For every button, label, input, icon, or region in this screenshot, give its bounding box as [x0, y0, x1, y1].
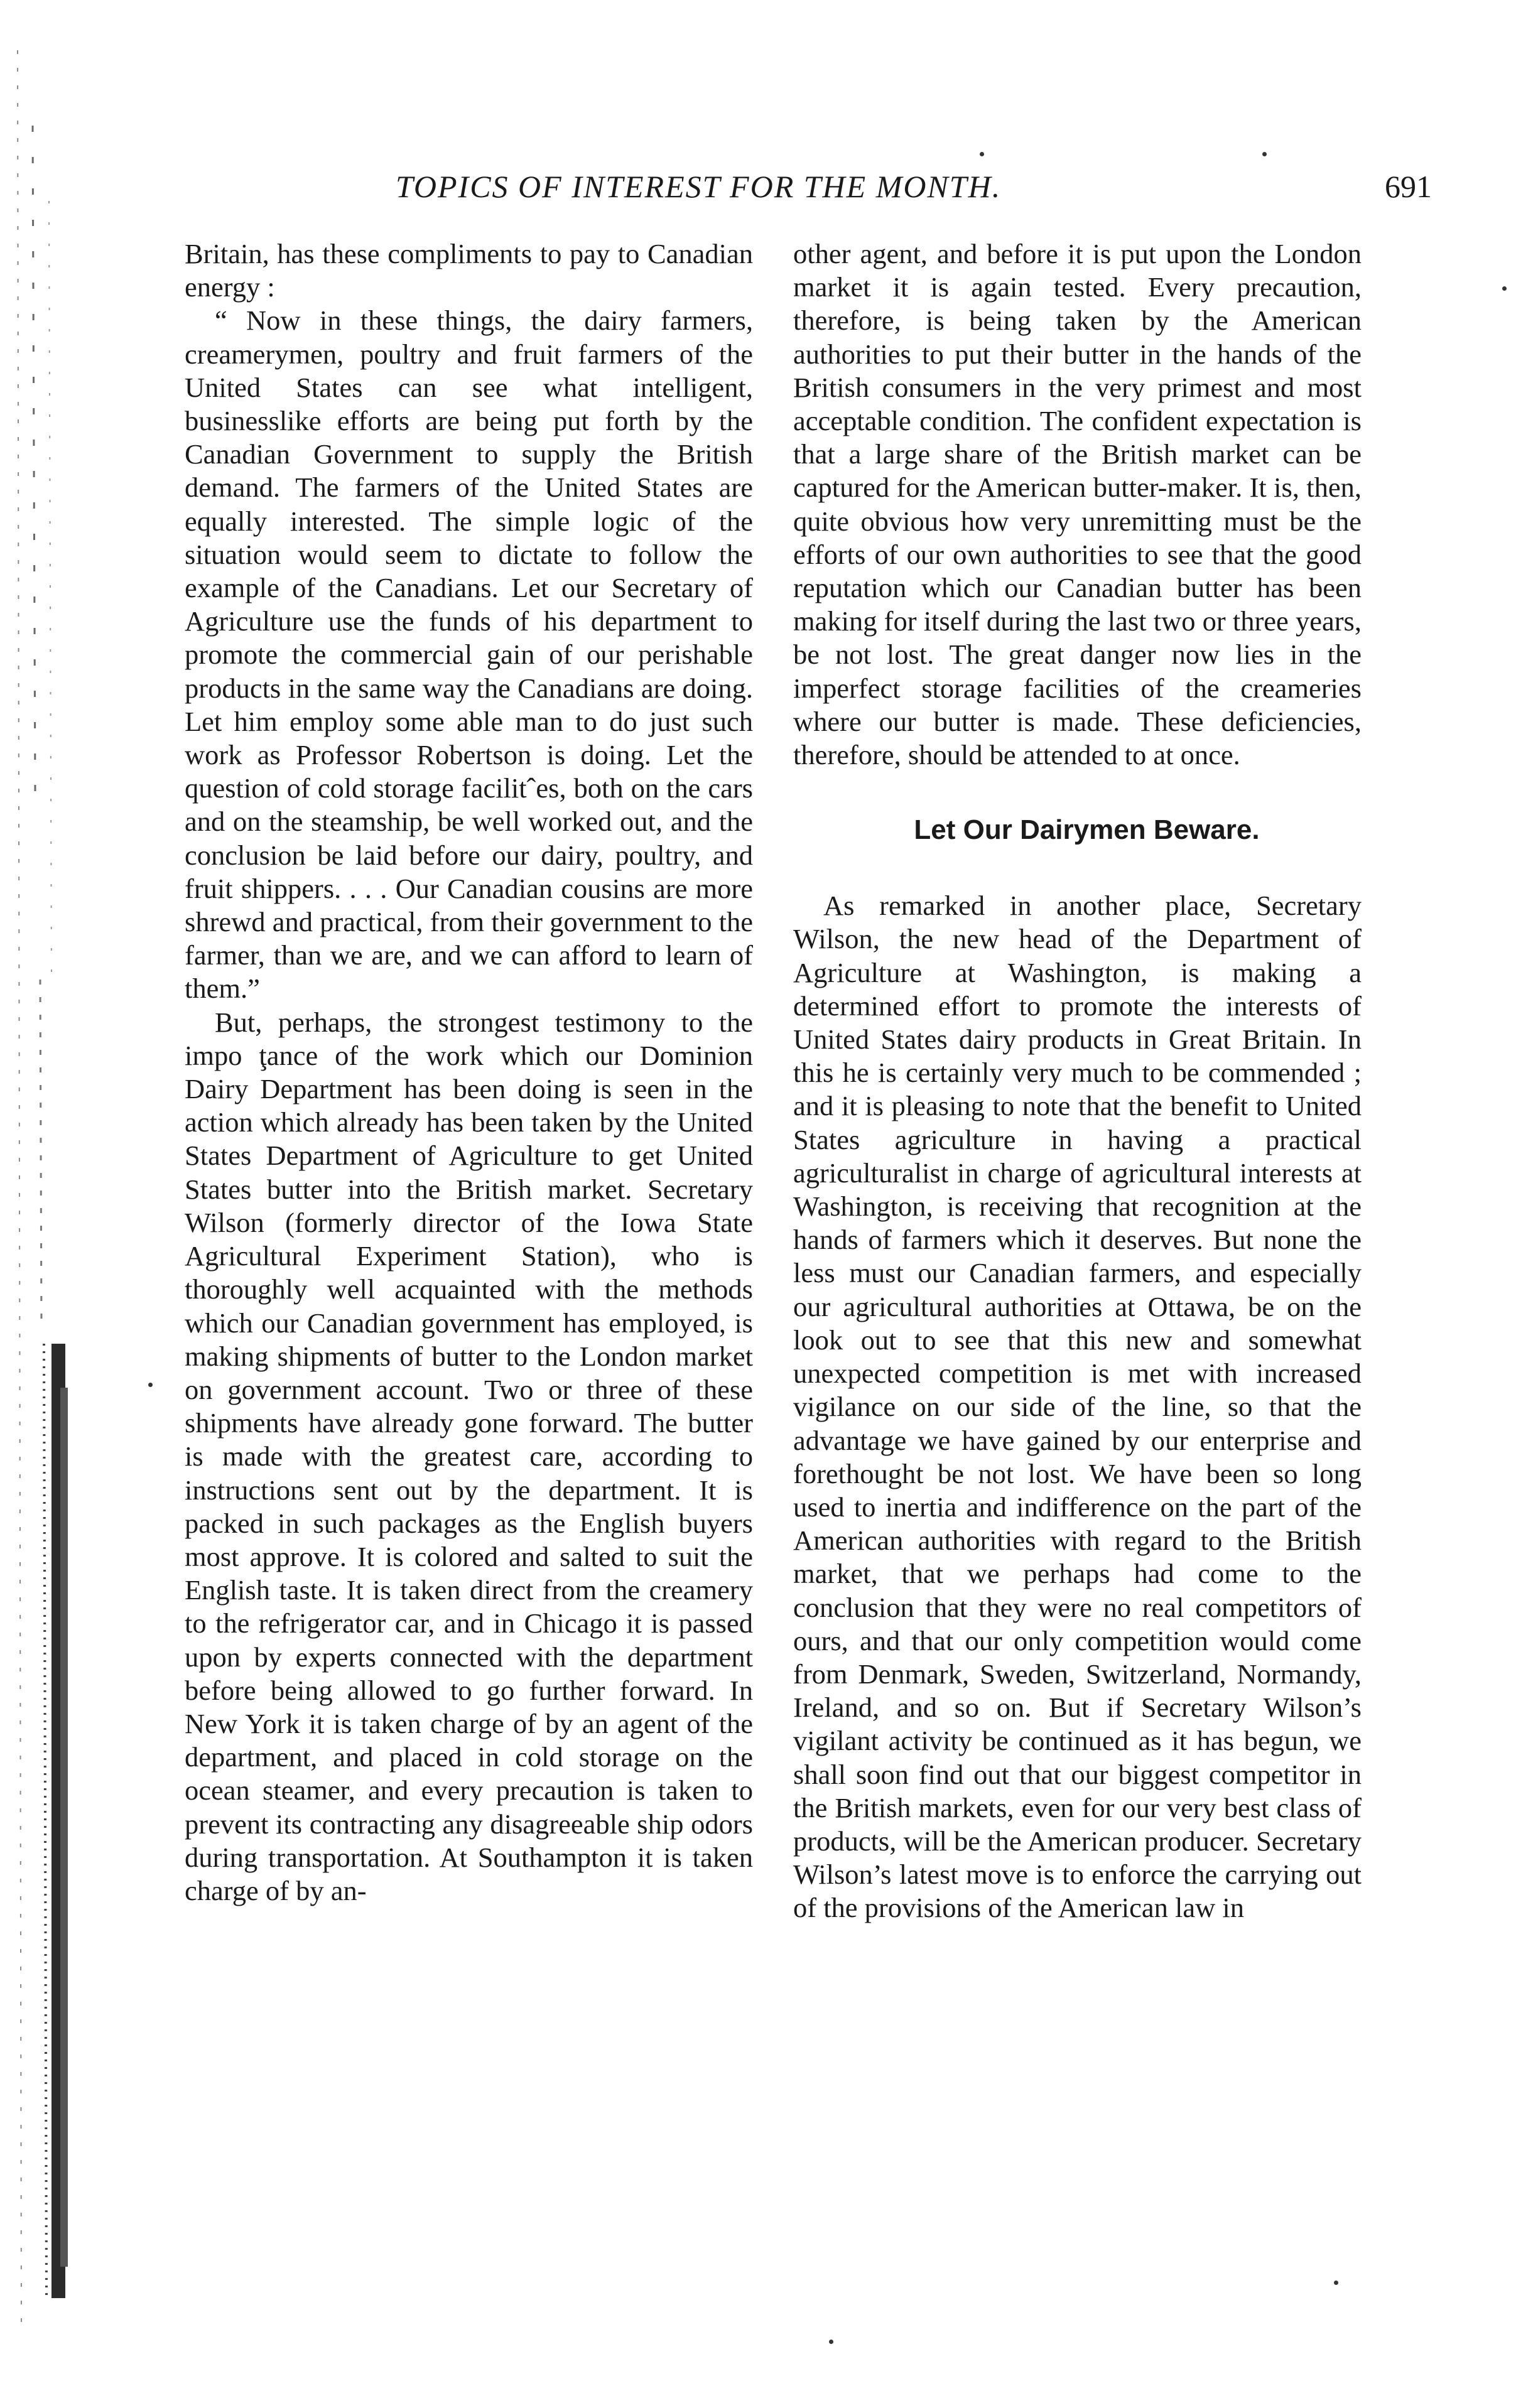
- paragraph: But, perhaps, the strongest testimony to the impo ţance of the work which our Dominion Dairy Department has been doing is seen in the action which already has been taken by the United States Department of Agriculture to get United States butter into the British market. Secretary Wilson (formerly director of the Iowa State Agricultural Experiment Station), who is thoroughly well acquainted with the methods which our Canadian government has employed, is making shipments of butter to the London market on government account. Two or three of these shipments have already gone forward. The butter is made with the greatest care, according to instructions sent out by the department. It is packed in such packages as the English buyers most approve. It is colored and salted to suit the English taste. It is taken direct from the creamery to the refrigerator car, and in Chicago it is passed upon by experts connected with the department before being allowed to go further forward. In New York it is taken charge of by an agent of the department, and placed in cold storage on the ocean steamer, and every precaution is taken to prevent its contracting any disagreeable ship odors during transportation. At Southampton it is taken charge of by an-: [185, 1006, 753, 1906]
- paragraph: Britain, has these compliments to pay to Canadian energy :: [185, 238, 753, 303]
- left-column: [185, 237, 753, 1908]
- scan-speck: [1334, 2281, 1338, 2285]
- scan-speck: [1502, 286, 1507, 291]
- section-heading: Let Our Dairymen Beware.: [914, 814, 1260, 846]
- binding-edge-shadow: [0, 38, 88, 2361]
- scan-speck: [1262, 152, 1267, 156]
- scan-speck: [829, 2340, 833, 2344]
- spacer: [793, 772, 1362, 813]
- running-head: TOPICS OF INTEREST FOR THE MONTH.: [396, 169, 1002, 204]
- page-number: 691: [1385, 169, 1432, 204]
- quotation-paragraph: “ Now in these things, the dairy farmers, creamerymen, poultry and fruit farmers of the United States can see what intelligent, businesslike efforts are being put forth by the Canadian Government to supply the British demand. The farmers of the United States are equally interested. The simple logic of the situation would seem to dictate to follow the example of the Canadians. Let our Secretary of Agriculture use the funds of his department to promote the commercial gain of our perishable products in the same way the Canadians are doing. Let him employ some able man to do just such work as Professor Robertson is doing. Let the question of cold storage facilitˆes, both on the cars and on the steamship, be well worked out, and the conclusion be laid before our dairy, poultry, and fruit shippers. . . . Our Canadian cousins are more shrewd and practical, from their government to the farmer, than we are, and we can afford to learn of them.”: [185, 305, 753, 1005]
- paragraph: As remarked in another place, Secretary Wilson, the new head of the Department of Agriculture at Washington, is making a determined effort to promote the interests of United States dairy products in Great Britain. In this he is certainly very much to be commended ; and it is pleasing to note that the benefit to United States agriculture in having a practical agriculturalist in charge of agricultural interests at Washington, is receiving that recognition at the hands of farmers which it deserves. But none the less must our Canadian farmers, and especially our agricultural authorities at Ottawa, be on the look out to see that this new and somewhat unexpected competition is met with increased vigilance on our side of the line, so that the advantage we have gained by our enterprise and forethought be not lost. We have been so long used to inertia and indifference on the part of the American authorities with regard to the British market, that we perhaps had come to the conclusion that they were no real competitors of ours, and that our only competition would come from Denmark, Sweden, Switzerland, Normandy, Ireland, and so on. But if Secretary Wilson’s vigilant activity be continued as it has begun, we shall soon find out that our biggest competitor in the British markets, even for our very best class of products, will be the American producer. Secretary Wilson’s latest move is to enforce the carrying out of the provisions of the American law in: [793, 890, 1362, 1924]
- right-column: [793, 237, 1362, 1925]
- scan-speck: [148, 1383, 153, 1387]
- paragraph: other agent, and before it is put upon the London market it is again tested. Every precaution, therefore, is being taken by the American authorities to put their butter in the hands of the British consumers in the very primest and most acceptable condition. The confident expectation is that a large share of the British market can be captured for the American butter-maker. It is, then, quite obvious how very unremitting must be the efforts of our own authorities to see that the good reputation which our Canadian butter has been making for itself during the last two or three years, be not lost. The great danger now lies in the imperfect storage facilities of the creameries where our butter is made. These deficiencies, therefore, should be attended to at once.: [793, 238, 1362, 771]
- page-header: [170, 168, 1451, 225]
- scan-speck: [980, 152, 984, 156]
